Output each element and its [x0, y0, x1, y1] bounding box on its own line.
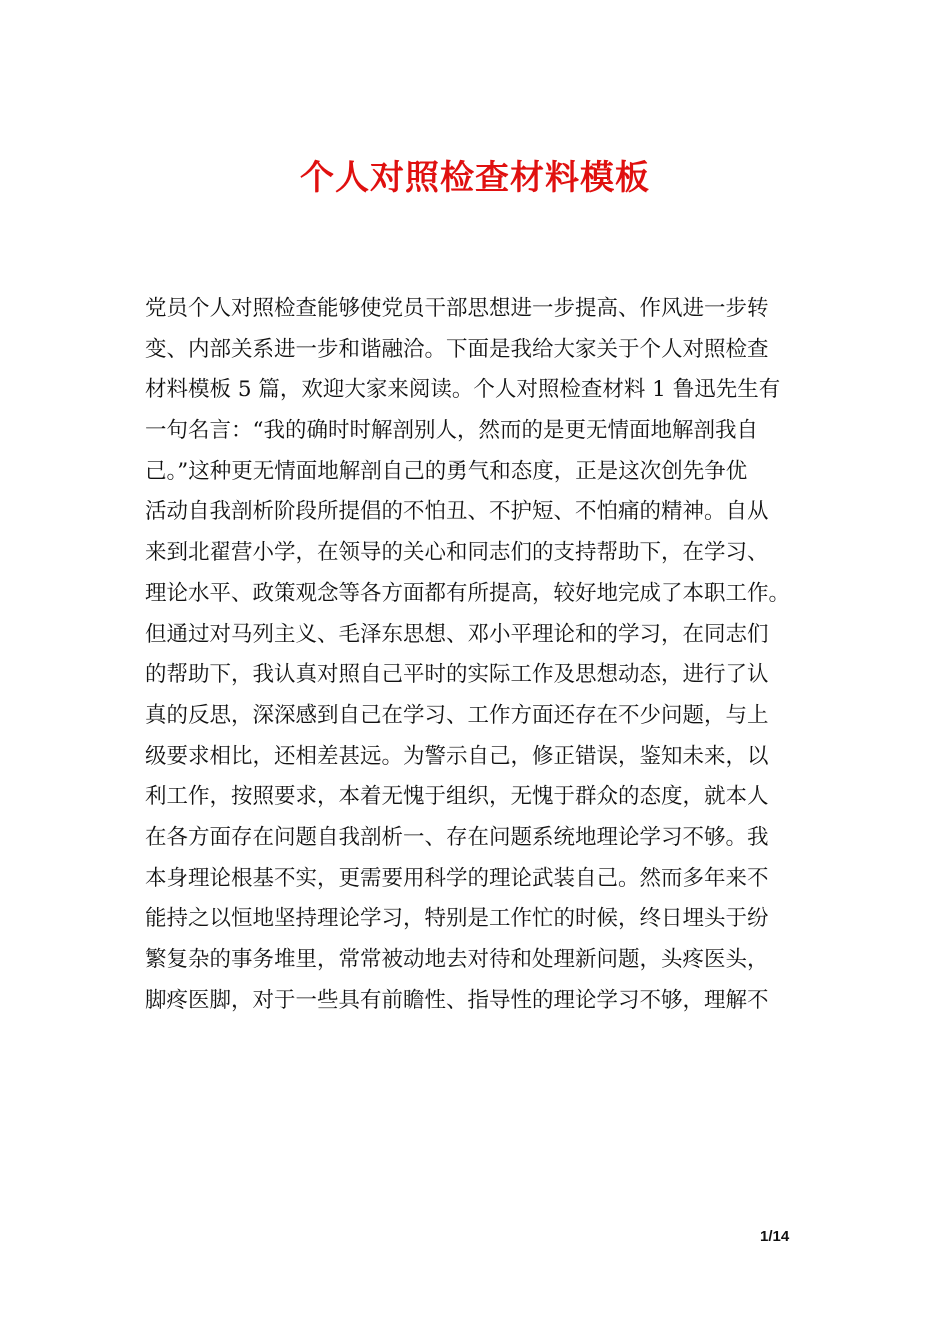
text-line: 己。”这种更无情面地解剖自己的勇气和态度，正是这次创先争优: [145, 458, 748, 484]
text-line: 但通过对马列主义、毛泽东思想、邓小平理论和的学习，在同志们: [145, 621, 769, 647]
text-line: 党员个人对照检查能够使党员干部思想进一步提高、作风进一步转: [145, 296, 769, 321]
text-line: 脚疼医脚，对于一些具有前瞻性、指导性的理论学习不够，理解不: [145, 987, 769, 1013]
text-line: 一句名言：“我的确时时解剖别人，然而的是更无情面地解剖我自: [145, 418, 758, 444]
page-number: 1/14: [760, 1228, 790, 1245]
text-line: 在各方面存在问题自我剖析一、存在问题系统地理论学习不够。我: [145, 824, 769, 850]
text-line: 能持之以恒地坚持理论学习，特别是工作忙的时候，终日埋头于纷: [145, 906, 769, 932]
text-line: 繁复杂的事务堆里，常常被动地去对待和处理新问题，头疼医头，: [145, 947, 769, 972]
text-line: 本身理论根基不实，更需要用科学的理论武装自己。然而多年来不: [145, 865, 769, 891]
text-line: 活动自我剖析阶段所提倡的不怕丑、不护短、不怕痛的精神。自从: [145, 499, 769, 525]
body-paragraph: [145, 289, 815, 1021]
text-line: 利工作，按照要求，本着无愧于组织，无愧于群众的态度，就本人: [145, 784, 769, 810]
document-title: 个人对照检查材料模板: [300, 158, 650, 198]
text-line: 级要求相比，还相差甚远。为警示自己，修正错误，鉴知未来，以: [145, 743, 769, 769]
text-line: 真的反思，深深感到自己在学习、工作方面还存在不少问题，与上: [145, 702, 769, 728]
text-line: 来到北翟营小学，在领导的关心和同志们的支持帮助下，在学习、: [145, 540, 769, 566]
text-line: 理论水平、政策观念等各方面都有所提高，较好地完成了本职工作。: [145, 580, 791, 606]
text-line: 变、内部关系进一步和谐融洽。下面是我给大家关于个人对照检查: [145, 336, 769, 362]
text-line: 的帮助下，我认真对照自己平时的实际工作及思想动态，进行了认: [145, 662, 769, 688]
text-line: 材料模板 5 篇，欢迎大家来阅读。个人对照检查材料 1 鲁迅先生有: [145, 377, 781, 403]
